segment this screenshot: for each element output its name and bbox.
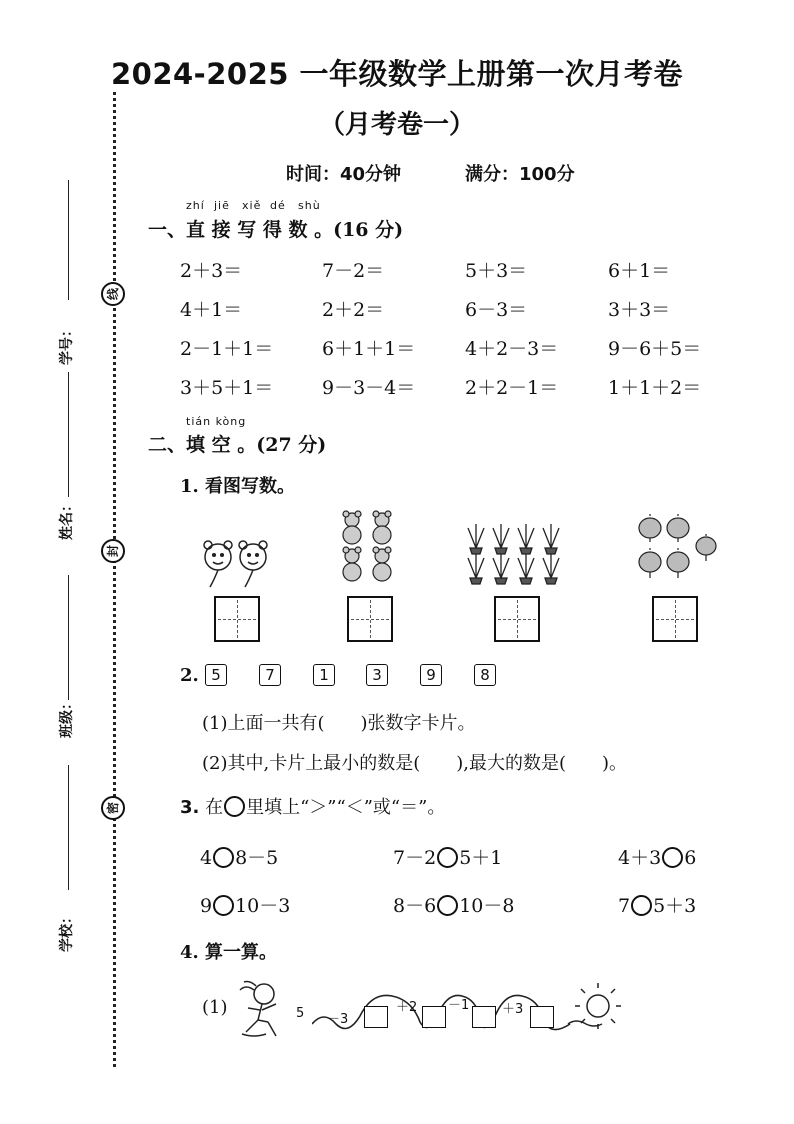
equation: 3＋5＋1＝ — [180, 377, 274, 399]
stamp-mi: 密 — [101, 796, 125, 820]
circle-icon — [224, 796, 245, 817]
compare-left: 4 — [200, 847, 213, 869]
compare-item — [618, 843, 696, 870]
step-operator: ＋3 — [502, 1002, 524, 1017]
student-id-underline — [68, 180, 69, 300]
equation: 4＋2－3＝ — [465, 338, 559, 360]
q2-number: 2. — [180, 665, 199, 686]
digit-card: 5 — [205, 664, 227, 686]
compare-right: 10－8 — [459, 895, 515, 917]
compare-left: 8－6 — [393, 895, 437, 917]
exam-subtitle: （月考卷一） — [318, 110, 475, 140]
exam-time: 时间：40分钟 — [286, 164, 402, 185]
section1-pinyin — [186, 199, 326, 212]
q4-sub1: (1) — [202, 997, 228, 1018]
sun-icon — [566, 982, 624, 1032]
answer-box[interactable] — [214, 596, 260, 642]
equation: 9－6＋5＝ — [608, 338, 702, 360]
lanterns-picture — [636, 514, 720, 586]
step-operator: －3 — [327, 1012, 349, 1027]
running-child-icon — [232, 978, 294, 1040]
compare-item — [393, 891, 514, 918]
binding-stamp-feng — [101, 539, 125, 563]
equation: 4＋1＝ — [180, 299, 243, 321]
equation: 2＋2－1＝ — [465, 377, 559, 399]
q3-pre: 在 — [205, 797, 224, 818]
answer-box[interactable] — [347, 596, 393, 642]
digit-card: 1 — [313, 664, 335, 686]
name-underline — [68, 372, 69, 497]
q3-post: 里填上“＞”“＜”或“＝”。 — [246, 797, 446, 818]
pinyin-syllable: dé — [270, 199, 286, 212]
student-id-label: 学号： — [59, 323, 75, 365]
section1-title: 一、直 接 写 得 数 。(16 分) — [148, 219, 404, 241]
class-underline — [68, 575, 69, 700]
equation: 6＋1＋1＝ — [322, 338, 416, 360]
school-label: 学校： — [59, 910, 75, 952]
section2-pinyin: tián kòng — [186, 415, 247, 428]
compare-circle[interactable] — [213, 847, 234, 868]
equation: 3＋3＝ — [608, 299, 671, 321]
compare-right: 6 — [684, 847, 697, 869]
q2-sub1: (1)上面一共有( )张数字卡片。 — [202, 713, 476, 734]
name-label: 姓名： — [59, 498, 75, 540]
pinyin-syllable: jiē — [214, 199, 230, 212]
q1-label: 1. 看图写数。 — [180, 476, 296, 497]
section2-title: 二、填 空 。(27 分) — [148, 434, 327, 456]
exam-title: 2024-2025 一年级数学上册第一次月考卷 — [110, 57, 684, 91]
binding-stamp-mi — [101, 796, 125, 820]
step-operator: ＋2 — [396, 1000, 418, 1015]
compare-left: 9 — [200, 895, 213, 917]
equation: 7－2＝ — [322, 260, 385, 282]
answer-square[interactable] — [364, 1006, 388, 1028]
stamp-xian: 线 — [101, 282, 125, 306]
compare-right: 5＋1 — [459, 847, 503, 869]
bear-balloons-picture — [198, 535, 278, 590]
exam-score: 满分：100分 — [465, 164, 575, 185]
q2-sub2: (2)其中,卡片上最小的数是( ),最大的数是( )。 — [202, 753, 628, 774]
equation: 2＋2＝ — [322, 299, 385, 321]
compare-left: 4＋3 — [618, 847, 662, 869]
potted-plants-picture — [464, 520, 568, 586]
answer-square[interactable] — [530, 1006, 554, 1028]
pinyin-syllable: shù — [298, 199, 321, 212]
equation: 9－3－4＝ — [322, 377, 416, 399]
digit-card: 8 — [474, 664, 496, 686]
equation: 5＋3＝ — [465, 260, 528, 282]
compare-circle[interactable] — [631, 895, 652, 916]
step-operator: －1 — [448, 998, 470, 1013]
compare-right: 10－3 — [235, 895, 291, 917]
compare-circle[interactable] — [437, 895, 458, 916]
equation: 1＋1＋2＝ — [608, 377, 702, 399]
compare-item — [618, 891, 696, 918]
answer-square[interactable] — [472, 1006, 496, 1028]
class-label: 班级： — [59, 696, 75, 738]
answer-box[interactable] — [494, 596, 540, 642]
equation: 2＋3＝ — [180, 260, 243, 282]
compare-left: 7 — [618, 895, 631, 917]
stamp-feng: 封 — [101, 539, 125, 563]
school-underline — [68, 765, 69, 890]
pinyin-syllable: zhí — [186, 199, 205, 212]
equation: 6－3＝ — [465, 299, 528, 321]
digit-card: 7 — [259, 664, 281, 686]
q4-label: 4. 算一算。 — [180, 942, 278, 963]
compare-left: 7－2 — [393, 847, 437, 869]
digit-card: 3 — [366, 664, 388, 686]
pinyin-syllable: xiě — [242, 199, 262, 212]
compare-item — [200, 843, 278, 870]
q3-instruction — [180, 793, 445, 819]
compare-circle[interactable] — [662, 847, 683, 868]
answer-square[interactable] — [422, 1006, 446, 1028]
answer-box[interactable] — [652, 596, 698, 642]
binding-dotted-line — [113, 92, 116, 1067]
compare-item — [200, 891, 290, 918]
teddy-bears-picture — [336, 510, 400, 586]
binding-stamp-xian — [101, 282, 125, 306]
compare-right: 8－5 — [235, 847, 279, 869]
compare-right: 5＋3 — [653, 895, 697, 917]
equation: 2－1＋1＝ — [180, 338, 274, 360]
digit-card: 9 — [420, 664, 442, 686]
q4-start-number: 5 — [296, 1006, 305, 1021]
compare-circle[interactable] — [437, 847, 458, 868]
equation: 6＋1＝ — [608, 260, 671, 282]
compare-item — [393, 843, 502, 870]
compare-circle[interactable] — [213, 895, 234, 916]
q3-number: 3. — [180, 797, 200, 818]
